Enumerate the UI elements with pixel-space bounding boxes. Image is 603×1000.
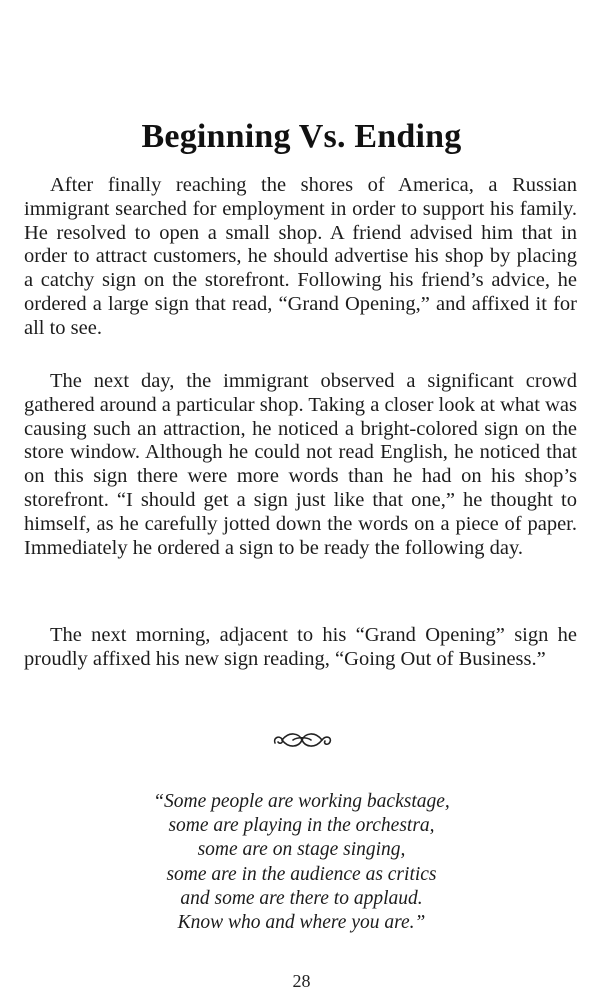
closing-quote xyxy=(0,790,603,935)
page-title: Beginning Vs. Ending xyxy=(141,118,462,155)
page-number: 28 xyxy=(292,971,311,991)
story-paragraph-2 xyxy=(24,370,577,572)
paragraph-text: The next day, the immigrant observed a significant crowd gathered around a particular shop. Taking a closer look at what was causing such an attraction, he noticed a bright-colored sign on the store window. Although he could not read English, he noticed that on this sign there were more words than he had on his shop’s storefront. “I should get a sign just like that one,” he thought to himself, as he carefully jotted down the words on a piece of paper. Immediately he ordered a sign to be ready the following day. xyxy=(24,370,577,559)
flourish-ornament-icon xyxy=(269,726,335,754)
paragraph-text: After finally reaching the shores of America, a Russian immigrant searched for employment in order to support his family. He resolved to open a small shop. A friend advised him that in order to attract customers, he should advertise his shop by placing a catchy sign on the storefront. Following his friend’s advice, he ordered a large sign that read, “Grand Opening,” and affixed it for all to see. xyxy=(24,174,577,339)
quote-line: Know who and where you are.” xyxy=(177,912,426,934)
story-paragraph-1 xyxy=(24,174,577,353)
quote-line: and some are there to applaud. xyxy=(180,887,423,909)
quote-line: some are on stage singing, xyxy=(197,839,406,861)
quote-line: some are in the audience as critics xyxy=(166,863,437,885)
story-paragraph-3 xyxy=(24,624,577,684)
quote-line: “Some people are working backstage, xyxy=(153,791,450,812)
quote-line: some are playing in the orchestra, xyxy=(168,815,435,837)
paragraph-text: The next morning, adjacent to his “Grand Opening” sign he proudly affixed his new sign reading, “Going Out of Business.” xyxy=(24,624,577,670)
